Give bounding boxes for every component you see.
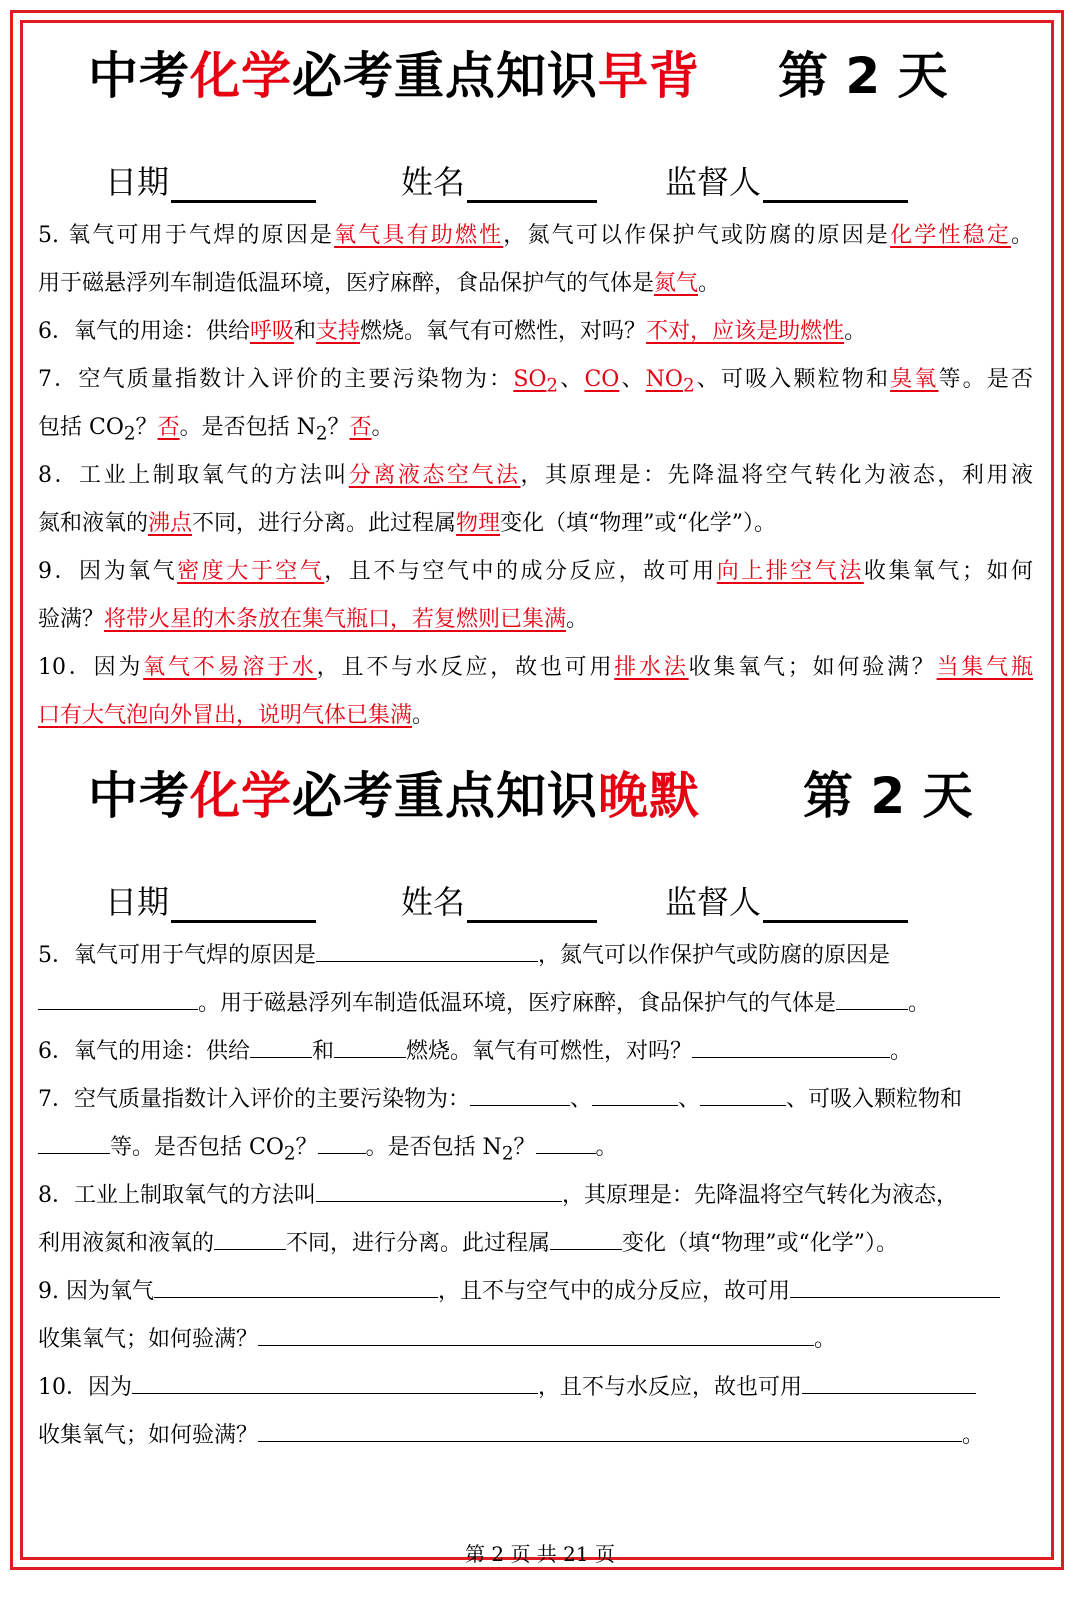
q9-line2: 验满？将带火星的木条放在集气瓶口，若复燃则已集满。 [38,607,589,632]
answer-blank[interactable] [592,1081,678,1106]
morning-questions [38,212,1033,740]
answer-blank[interactable] [132,1369,538,1394]
e10-line1: 10．因为 ，且不与水反应，故也可用 [38,1364,1033,1412]
q7-line1: 7．空气质量指数计入评价的主要污染物为：$SO_2$、CO、$NO_2$、可吸入颗粒物和臭氧等。是否 [38,367,1033,397]
name-field: 姓名 [401,157,597,203]
q5-line2: 用于磁悬浮列车制造低温环境，医疗麻醉，食品保护气的气体是氮气。 [38,271,721,296]
supervisor-field: 监督人 [665,877,908,923]
evening-questions [38,932,1033,1460]
q10-line1: 10．因为氧气不易溶于水，且不与水反应，故也可用排水法收集氧气；如何验满？当集气瓶 [38,655,1033,680]
e9-line1: 9. 因为氧气 ，且不与空气中的成分反应，故可用 [38,1268,1033,1316]
q10-line2: 口有大气泡向外冒出，说明气体已集满。 [38,703,435,728]
evening-day-label: 第 2 天 [803,767,973,825]
answer-blank[interactable] [214,1225,286,1250]
answer-blank[interactable] [250,1033,312,1058]
answer-blank[interactable] [536,1129,596,1154]
q9-line1: 9．因为氧气密度大于空气，且不与空气中的成分反应，故可用向上排空气法收集氧气；如何 [38,559,1033,584]
answer-blank[interactable] [316,937,538,962]
e7-line1: 7．空气质量指数计入评价的主要污染物为： 、 、 、可吸入颗粒物和 [38,1076,1033,1124]
q8-line2: 氮和液氧的沸点不同，进行分离。此过程属物理变化（填“物理”或“化学”）。 [38,511,777,536]
e9-line2: 收集氧气；如何验满？ 。 [38,1316,1033,1364]
evening-info-fields [105,877,935,927]
answer-blank[interactable] [550,1225,622,1250]
evening-title: 中考化学必考重点知识晚默 [88,767,700,825]
morning-title: 中考化学必考重点知识早背 [88,47,700,105]
e8-line2: 利用液氮和液氧的 不同，进行分离。此过程属 变化（填“物理”或“化学”）。 [38,1220,1033,1268]
answer-blank[interactable] [334,1033,406,1058]
date-blank[interactable] [171,166,316,203]
name-field: 姓名 [401,877,597,923]
e6-line1: 6．氧气的用途：供给 和 燃烧。氧气有可燃性，对吗？ 。 [38,1028,1033,1076]
supervisor-field: 监督人 [665,157,908,203]
e8-line1: 8．工业上制取氧气的方法叫 ，其原理是：先降温将空气转化为液态， [38,1172,1033,1220]
q6-line1: 6．氧气的用途：供给呼吸和支持燃烧。氧气有可燃性，对吗？不对，应该是助燃性。 [38,319,867,344]
e10-line2: 收集氧气；如何验满？ 。 [38,1412,1033,1460]
answer-blank[interactable] [316,1177,562,1202]
date-blank[interactable] [171,886,316,923]
answer-blank[interactable] [38,985,198,1010]
e5-line1: 5．氧气可用于气焊的原因是 ，氮气可以作保护气或防腐的原因是 [38,932,1033,980]
supervisor-blank[interactable] [763,886,908,923]
page-footer: 第 2 页 共 21 页 [465,1542,615,1566]
q8-line1: 8．工业上制取氧气的方法叫分离液态空气法，其原理是：先降温将空气转化为液态，利用液 [38,463,1033,488]
answer-blank[interactable] [470,1081,570,1106]
name-blank[interactable] [467,886,597,923]
q5-line1: 5. 氧气可用于气焊的原因是氧气具有助燃性，氮气可以作保护气或防腐的原因是化学性稳定。 [38,223,1033,248]
answer-blank[interactable] [154,1273,438,1298]
answer-blank[interactable] [38,1129,110,1154]
date-field: 日期 [105,877,316,923]
answer-blank[interactable] [258,1417,962,1442]
answer-blank[interactable] [318,1129,366,1154]
name-blank[interactable] [467,166,597,203]
answer-blank[interactable] [802,1369,976,1394]
answer-blank[interactable] [692,1033,890,1058]
q7-line2: 包括 $CO_2$？否。是否包括 $N_2$？否。 [38,415,394,445]
date-field: 日期 [105,157,316,203]
morning-info-fields [105,157,935,207]
answer-blank[interactable] [258,1321,814,1346]
supervisor-blank[interactable] [763,166,908,203]
answer-blank[interactable] [790,1273,1000,1298]
morning-day-label: 第 2 天 [778,47,948,105]
e7-line2: 等。是否包括 $CO_2$？ 。是否包括 $N_2$？ 。 [38,1124,1033,1172]
answer-blank[interactable] [700,1081,786,1106]
answer-blank[interactable] [836,985,908,1010]
e5-line2: 。用于磁悬浮列车制造低温环境，医疗麻醉，食品保护气的气体是 。 [38,980,1033,1028]
